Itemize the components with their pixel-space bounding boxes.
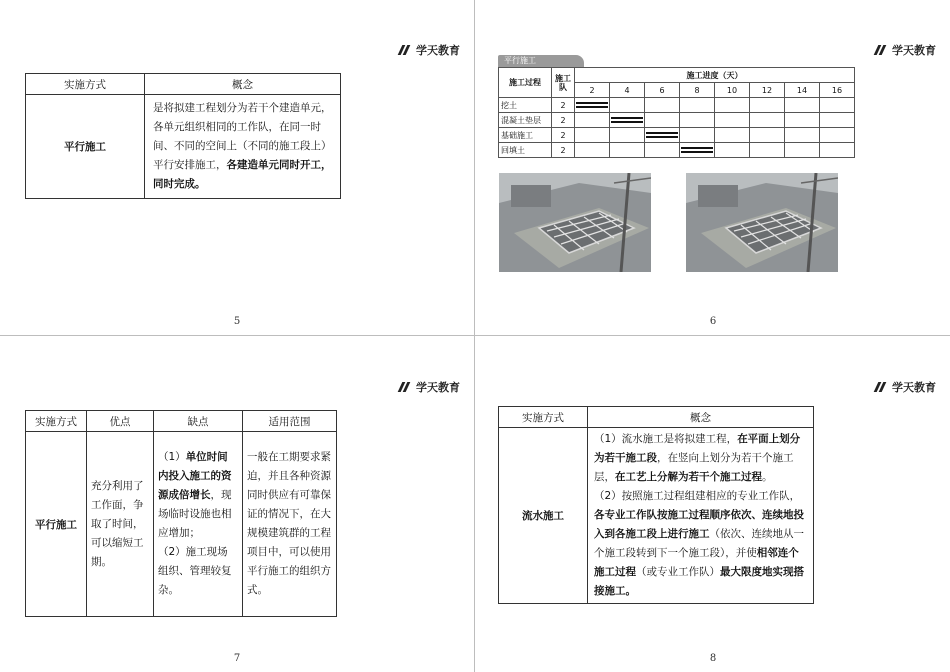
progress-cell: [715, 113, 750, 128]
process-cell: 回填土: [499, 143, 552, 158]
concept-cell: [588, 428, 814, 604]
day-header: 6: [645, 83, 680, 98]
team-cell: 2: [552, 113, 575, 128]
team-cell: 2: [552, 143, 575, 158]
day-header: 14: [785, 83, 820, 98]
concept-bold-text: 各建造单元同时开工，同时完成。: [153, 159, 332, 190]
brand-logo: [398, 379, 460, 395]
progress-cell: [645, 143, 680, 158]
header-method: 实施方式: [26, 74, 145, 95]
schedule-row: [499, 143, 855, 158]
header-disadvantages: 缺点: [154, 411, 243, 432]
header-concept: 概念: [145, 74, 341, 95]
progress-cell: [715, 98, 750, 113]
logo-text: 学天教育: [892, 381, 936, 394]
progress-cell: [610, 113, 645, 128]
method-cell: 平行施工: [26, 432, 87, 617]
disadvantages-cell: [154, 432, 243, 617]
progress-cell: [575, 143, 610, 158]
progress-cell: [680, 143, 715, 158]
day-header: 12: [750, 83, 785, 98]
progress-bar: [611, 117, 643, 123]
progress-cell: [715, 143, 750, 158]
page-number: 5: [233, 316, 241, 327]
method-cell: 平行施工: [26, 95, 145, 199]
header-advantages: 优点: [87, 411, 154, 432]
concept-table: [498, 406, 814, 604]
progress-cell: [820, 98, 855, 113]
progress-cell: [575, 113, 610, 128]
header-concept: 概念: [588, 407, 814, 428]
progress-cell: [645, 113, 680, 128]
day-header: 4: [610, 83, 645, 98]
progress-cell: [820, 128, 855, 143]
progress-cell: [820, 113, 855, 128]
logo-icon: [874, 45, 888, 55]
progress-cell: [750, 143, 785, 158]
progress-cell: [785, 98, 820, 113]
schedule-row: [499, 113, 855, 128]
advantages-cell: 充分利用了工作面，争取了时间，可以缩短工期。: [87, 432, 154, 617]
para1-text-e: 。: [762, 471, 773, 483]
disadvantage-2: （2）施工现场组织、管理较复杂。: [158, 546, 232, 596]
para2-text-c: （依次、连续地从一个施工段转到下一个施工段），并使: [594, 528, 804, 559]
para2-bold-d: 相邻连个施工过程: [594, 547, 799, 578]
para2-text-e: （或专业工作队）: [636, 566, 720, 578]
para1-bold-d: 在工艺上分解为若干个施工过程: [615, 471, 762, 483]
brand-logo: [398, 42, 460, 58]
schedule-row: [499, 98, 855, 113]
slide-page-8: [476, 337, 950, 672]
horizontal-divider: [0, 335, 950, 336]
header-method: 实施方式: [26, 411, 87, 432]
method-cell: 流水施工: [499, 428, 588, 604]
progress-cell: [785, 113, 820, 128]
schedule-table: [498, 67, 855, 158]
logo-text: 学天教育: [416, 44, 460, 57]
brand-logo: [874, 379, 936, 395]
col-progress: 施工进度（天）: [575, 68, 855, 83]
logo-text: 学天教育: [892, 44, 936, 57]
brand-logo: [874, 42, 936, 58]
progress-cell: [680, 128, 715, 143]
team-cell: 2: [552, 128, 575, 143]
progress-bar: [576, 102, 608, 108]
logo-text: 学天教育: [416, 381, 460, 394]
concept-table: [25, 73, 341, 199]
slide-page-5: [0, 0, 474, 335]
progress-cell: [715, 128, 750, 143]
progress-cell: [645, 98, 680, 113]
schedule-row: [499, 128, 855, 143]
construction-photo-left: [499, 173, 651, 272]
page-number: 6: [709, 316, 717, 327]
page-number: 8: [709, 653, 717, 664]
header-method: 实施方式: [499, 407, 588, 428]
logo-icon: [874, 382, 888, 392]
progress-cell: [680, 113, 715, 128]
para1-text-a: （1）流水施工是将拟建工程，: [594, 433, 738, 445]
vertical-divider: [474, 0, 475, 672]
comparison-table: [25, 410, 337, 617]
slide-page-7: [0, 337, 474, 672]
disadvantage-1-bold: 单位时间内投入施工的资源成倍增长: [158, 451, 232, 501]
progress-cell: [750, 98, 785, 113]
para1-text-c: ，在竖向上划分为若干个施工层，: [594, 452, 794, 483]
progress-cell: [610, 143, 645, 158]
team-cell: 2: [552, 98, 575, 113]
progress-cell: [645, 128, 680, 143]
disadvantage-1-prefix: （1）: [158, 451, 186, 463]
day-header: 16: [820, 83, 855, 98]
progress-cell: [785, 143, 820, 158]
para2-bold-b: 各专业工作队按施工过程顺序依次、连续地投入到各施工段上进行施工: [594, 509, 804, 540]
col-process: 施工过程: [499, 68, 552, 98]
construction-photo-right: [686, 173, 838, 272]
progress-cell: [610, 128, 645, 143]
para1-bold-b: 在平面上划分为若干施工段: [594, 433, 801, 464]
process-cell: 混凝土垫层: [499, 113, 552, 128]
disadvantage-1-rest: ，现场临时设施也相应增加；: [158, 489, 232, 539]
progress-bar: [646, 132, 678, 138]
page-number: 7: [233, 653, 241, 664]
process-cell: 基础施工: [499, 128, 552, 143]
para2-bold-f: 最大限度地实现搭接施工。: [594, 566, 804, 597]
day-header: 10: [715, 83, 750, 98]
progress-bar: [681, 147, 713, 153]
progress-cell: [680, 98, 715, 113]
col-team: 施工队: [552, 68, 575, 98]
logo-icon: [398, 45, 412, 55]
process-cell: 挖土: [499, 98, 552, 113]
header-scope: 适用范围: [243, 411, 337, 432]
progress-cell: [750, 113, 785, 128]
progress-cell: [575, 98, 610, 113]
section-tag: 平行施工: [498, 55, 584, 67]
progress-cell: [820, 143, 855, 158]
concept-text: 是将拟建工程划分为若干个建造单元，各单元组织相同的工作队，在同一时间、不同的空间上（不同的施工段上）平行安排施工，: [153, 102, 332, 171]
para2-text-a: （2）按照施工过程组建相应的专业工作队，: [594, 490, 801, 502]
logo-icon: [398, 382, 412, 392]
slide-page-6: [476, 0, 950, 335]
scope-cell: 一般在工期要求紧迫，并且各种资源同时供应有可靠保证的情况下，在大规模建筑群的工程项目中，可以使用平行施工的组织方式。: [243, 432, 337, 617]
progress-cell: [785, 128, 820, 143]
concept-cell: [145, 95, 341, 199]
progress-cell: [575, 128, 610, 143]
day-header: 8: [680, 83, 715, 98]
progress-cell: [610, 98, 645, 113]
progress-cell: [750, 128, 785, 143]
day-header: 2: [575, 83, 610, 98]
